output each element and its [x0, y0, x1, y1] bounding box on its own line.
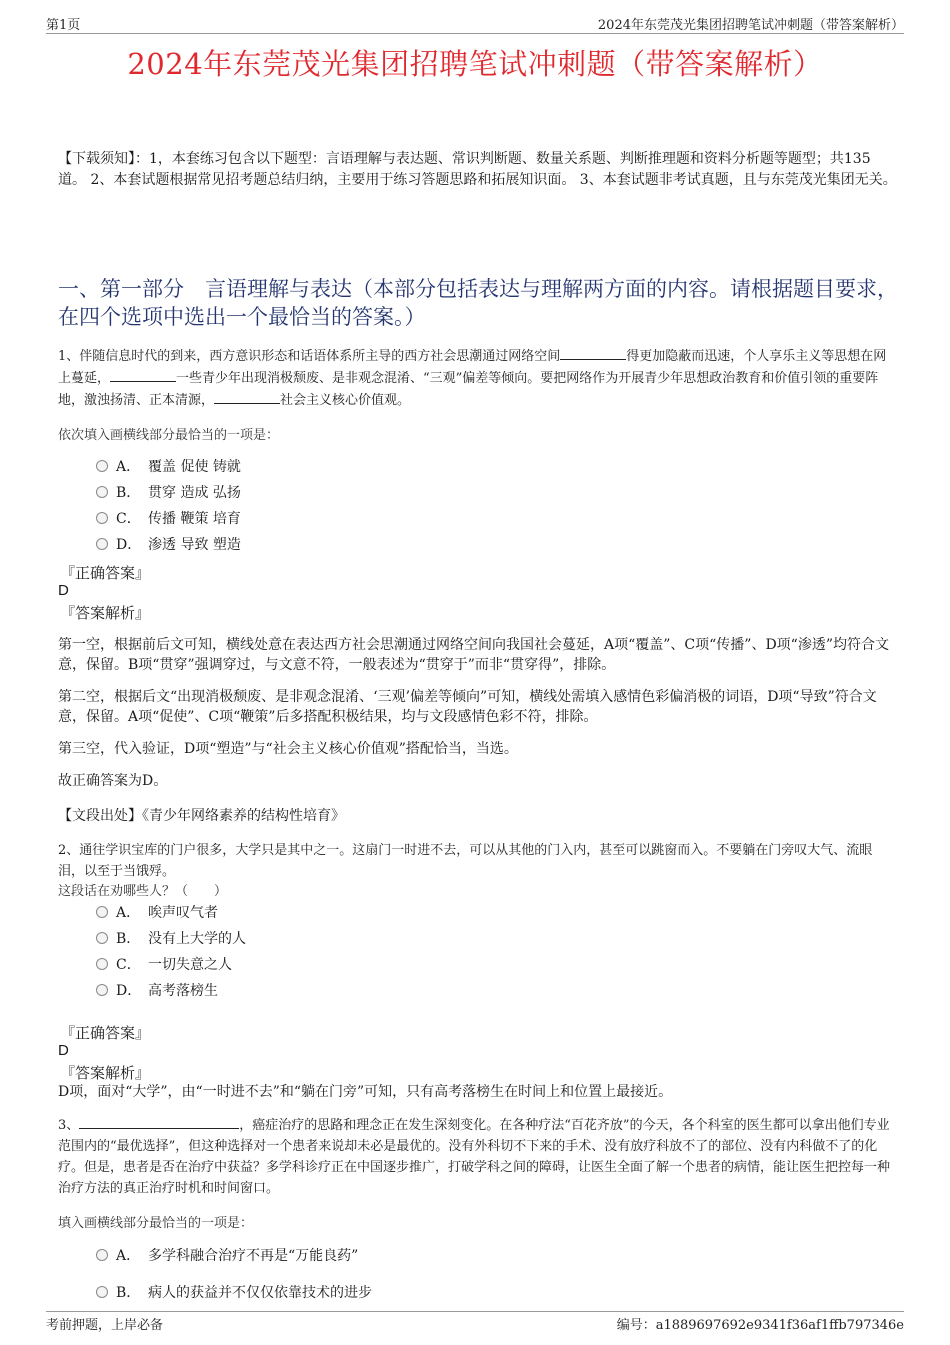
- question-3-text: 3、 ，癌症治疗的思路和理念正在发生深刻变化。在各种疗法“百花齐放”的今天，各个科室的医生都可以拿出他们专业范围内的“最优选择”，但这种选择对一个患者来说却未必是最优的。没有外科切不下来的手术、没有放疗科放不了的部位、没有内科做不了的化疗。但是，患者是否在治疗中获益？多学科诊疗正在中国逐步推广，打破学科之间的障碍，让医生全面了解一个患者的病情，能让医生把控每一种治疗方法的真正治疗时机和时间窗口。: [58, 1114, 898, 1199]
- radio-icon[interactable]: [96, 538, 108, 550]
- radio-icon[interactable]: [96, 1249, 108, 1261]
- page-title: 2024年东莞茂光集团招聘笔试冲刺题（带答案解析）: [127, 47, 823, 81]
- fill-blank: [79, 1114, 239, 1129]
- q1-option-c[interactable]: C． 传播 鞭策 培育: [96, 508, 241, 528]
- header-doc-title: 2024年东莞茂光集团招聘笔试冲刺题（带答案解析）: [597, 18, 904, 33]
- analysis-label: 『答案解析』: [60, 604, 151, 622]
- question-1-prompt: 依次填入画横线部分最恰当的一项是：: [58, 428, 280, 443]
- answer-label: 『正确答案』: [60, 564, 151, 582]
- footer-divider: [46, 1311, 904, 1312]
- q2-option-c[interactable]: C． 一切失意之人: [96, 954, 232, 974]
- download-notice: 【下载须知】：1，本套练习包含以下题型：言语理解与表达题、常识判断题、数量关系题、判断推理题和资料分析题等题型；共135道。 2、本套试题根据常见招考题总结归纳，主要用于练习答题思路和拓展知识面。 3、本套试题非考试真题，且与东莞茂光集团无关。: [58, 151, 897, 188]
- document-id: 编号：a1889697692e9341f36af1ffb797346e: [616, 1318, 904, 1333]
- analysis-paragraph: 故正确答案为D。: [58, 773, 168, 789]
- q2-option-d[interactable]: D． 高考落榜生: [96, 980, 218, 1000]
- radio-icon[interactable]: [96, 486, 108, 498]
- q1-option-a[interactable]: A． 覆盖 促使 铸就: [96, 456, 241, 476]
- header-divider: [46, 33, 904, 34]
- radio-icon[interactable]: [96, 984, 108, 996]
- analysis-label: 『答案解析』: [60, 1064, 151, 1082]
- analysis-paragraph: 第三空，代入验证，D项“塑造”与“社会主义核心价值观”搭配恰当，当选。: [58, 741, 518, 757]
- fill-blank: [110, 367, 176, 382]
- footer-slogan: 考前押题，上岸必备: [46, 1318, 164, 1333]
- fill-blank: [214, 389, 280, 404]
- q3-option-a[interactable]: A． 多学科融合治疗不再是“万能良药”: [96, 1245, 358, 1265]
- answer-label: 『正确答案』: [60, 1024, 151, 1042]
- radio-icon[interactable]: [96, 512, 108, 524]
- section-heading: 一、第一部分 言语理解与表达（本部分包括表达与理解两方面的内容。请根据题目要求，在四个选项中选出一个最恰当的答案。）: [58, 277, 898, 329]
- radio-icon[interactable]: [96, 932, 108, 944]
- radio-icon[interactable]: [96, 906, 108, 918]
- q2-option-b[interactable]: B． 没有上大学的人: [96, 928, 246, 948]
- page-number: 第1页: [46, 18, 81, 33]
- analysis-paragraph: 第二空，根据后文“出现消极颓废、是非观念混淆、‘三观’偏差等倾向”可知，横线处需填入感情色彩偏消极的词语，D项“导致”符合文意，保留。A项“促使”、C项“鞭策”后多搭配积极结果，均与文段感情色彩不符，排除。: [58, 689, 877, 725]
- radio-icon[interactable]: [96, 958, 108, 970]
- q1-option-b[interactable]: B． 贯穿 造成 弘扬: [96, 482, 241, 502]
- correct-answer: D: [58, 1042, 69, 1059]
- correct-answer: D: [58, 582, 69, 599]
- question-2-prompt: 这段话在劝哪些人？（ ）: [58, 884, 228, 899]
- radio-icon[interactable]: [96, 460, 108, 472]
- question-2-text: 2、通往学识宝库的门户很多，大学只是其中之一。这扇门一时进不去，可以从其他的门入内，甚至可以跳窗而入。不要躺在门旁叹大气、流眼泪，以至于当饿殍。: [58, 843, 873, 879]
- source-citation: 【文段出处】《青少年网络素养的结构性培育》: [58, 808, 345, 824]
- q3-option-b[interactable]: B． 病人的获益并不仅仅依靠技术的进步: [96, 1282, 372, 1302]
- question-1-text: 1、伴随信息时代的到来，西方意识形态和话语体系所主导的西方社会思潮通过网络空间 得更加隐蔽而迅速，个人享乐主义等思想在网上蔓延， 一些青少年出现消极颓废、是非观念混淆、“三观”偏差等倾向。要把网络作为开展青少年思想政治教育和价值引领的重要阵地，激浊扬清、正本清源， 社会主义核心价值观。: [58, 345, 898, 411]
- fill-blank: [560, 345, 626, 360]
- analysis-paragraph: D项，面对“大学”，由“一时进不去”和“躺在门旁”可知，只有高考落榜生在时间上和位置上最接近。: [58, 1084, 673, 1100]
- radio-icon[interactable]: [96, 1286, 108, 1298]
- q1-option-d[interactable]: D． 渗透 导致 塑造: [96, 534, 241, 554]
- analysis-paragraph: 第一空，根据前后文可知，横线处意在表达西方社会思潮通过网络空间向我国社会蔓延，A项“覆盖”、C项“传播”、D项“渗透”均符合文意，保留。B项“贯穿”强调穿过，与文意不符，一般表述为“贯穿于”而非“贯穿得”，排除。: [58, 637, 889, 673]
- q2-option-a[interactable]: A． 唉声叹气者: [96, 902, 218, 922]
- question-3-prompt: 填入画横线部分最恰当的一项是：: [58, 1216, 254, 1231]
